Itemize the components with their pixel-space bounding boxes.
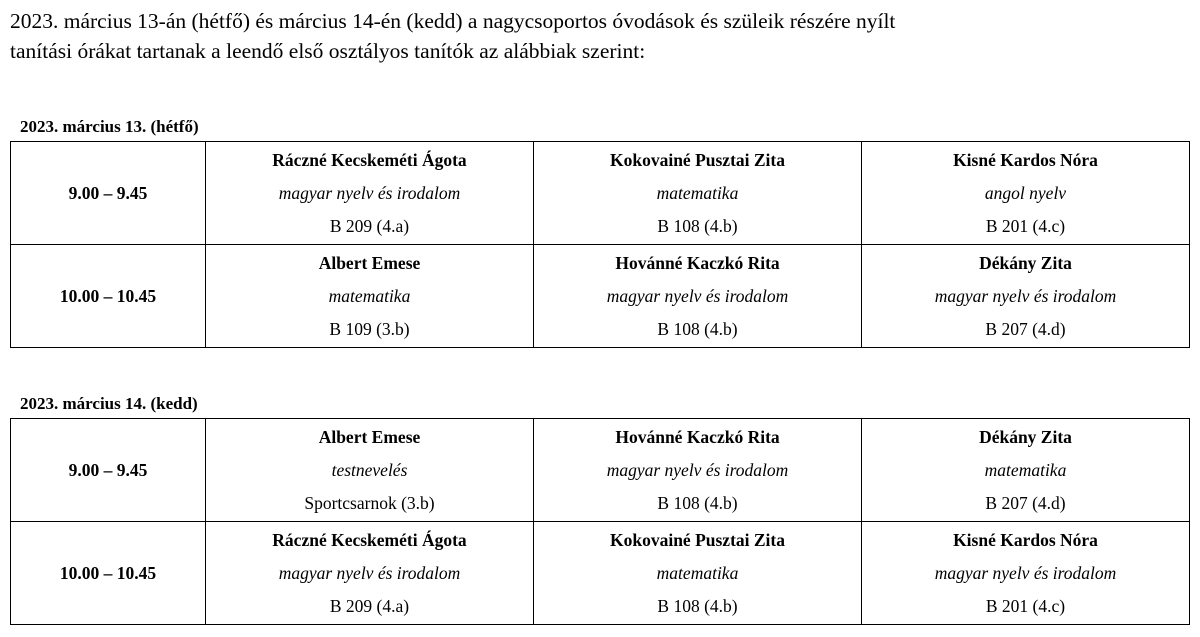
- teacher-name: Dékány Zita: [979, 426, 1072, 447]
- subject-name: matematika: [656, 562, 739, 583]
- subject-name: matematika: [984, 459, 1067, 480]
- subject-name: angol nyelv: [984, 182, 1067, 203]
- session-cell: [534, 419, 862, 522]
- room-label: B 207 (4.d): [985, 492, 1066, 513]
- intro-line: tanítási órákat tartanak a leendő első osztályos tanítók az alábbiak szerint:: [10, 39, 646, 63]
- schedule-row: [11, 142, 1190, 245]
- teacher-name: Hovánné Kaczkó Rita: [615, 252, 780, 273]
- room-label: B 201 (4.c): [985, 215, 1066, 236]
- session-cell: [534, 142, 862, 245]
- subject-name: magyar nyelv és irodalom: [934, 285, 1117, 306]
- schedule-row: [11, 419, 1190, 522]
- room-label: Sportcsarnok (3.b): [304, 492, 435, 513]
- day-heading-tuesday: 2023. március 14. (kedd): [20, 394, 198, 413]
- subject-name: magyar nyelv és irodalom: [934, 562, 1117, 583]
- time-slot: 9.00 – 9.45: [11, 142, 206, 245]
- schedule-table-monday: [10, 141, 1190, 348]
- teacher-name: Ráczné Kecskeméti Ágota: [272, 149, 467, 170]
- session-cell: [206, 142, 534, 245]
- schedule-table-tuesday: [10, 418, 1190, 625]
- room-label: B 209 (4.a): [329, 595, 410, 616]
- session-cell: [206, 419, 534, 522]
- session-cell: [534, 245, 862, 348]
- subject-name: matematika: [656, 182, 739, 203]
- subject-name: testnevelés: [331, 459, 408, 480]
- teacher-name: Ráczné Kecskeméti Ágota: [272, 529, 467, 550]
- room-label: B 108 (4.b): [657, 492, 738, 513]
- subject-name: matematika: [328, 285, 411, 306]
- session-cell: [862, 419, 1190, 522]
- room-label: B 108 (4.b): [657, 215, 738, 236]
- day-heading-monday: 2023. március 13. (hétfő): [20, 117, 199, 136]
- session-cell: [206, 522, 534, 625]
- room-label: B 108 (4.b): [657, 595, 738, 616]
- room-label: B 109 (3.b): [329, 318, 410, 339]
- room-label: B 207 (4.d): [985, 318, 1066, 339]
- intro-paragraph: [10, 6, 1190, 66]
- subject-name: magyar nyelv és irodalom: [278, 562, 461, 583]
- room-label: B 201 (4.c): [985, 595, 1066, 616]
- teacher-name: Dékány Zita: [979, 252, 1072, 273]
- intro-line: 2023. március 13-án (hétfő) és március 14-én (kedd) a nagycsoportos óvodások és szüleik részére nyílt: [10, 9, 896, 33]
- schedule-row: [11, 522, 1190, 625]
- session-cell: [862, 142, 1190, 245]
- time-slot: 10.00 – 10.45: [11, 522, 206, 625]
- room-label: B 108 (4.b): [657, 318, 738, 339]
- subject-name: magyar nyelv és irodalom: [606, 285, 789, 306]
- teacher-name: Kokovainé Pusztai Zita: [609, 529, 785, 550]
- session-cell: [862, 245, 1190, 348]
- teacher-name: Albert Emese: [318, 426, 421, 447]
- subject-name: magyar nyelv és irodalom: [278, 182, 461, 203]
- session-cell: [534, 522, 862, 625]
- time-slot: 10.00 – 10.45: [11, 245, 206, 348]
- session-cell: [862, 522, 1190, 625]
- teacher-name: Kisné Kardos Nóra: [953, 529, 1098, 550]
- schedule-row: [11, 245, 1190, 348]
- subject-name: magyar nyelv és irodalom: [606, 459, 789, 480]
- room-label: B 209 (4.a): [329, 215, 410, 236]
- session-cell: [206, 245, 534, 348]
- time-slot: 9.00 – 9.45: [11, 419, 206, 522]
- teacher-name: Kisné Kardos Nóra: [953, 149, 1098, 170]
- teacher-name: Albert Emese: [318, 252, 421, 273]
- teacher-name: Kokovainé Pusztai Zita: [609, 149, 785, 170]
- teacher-name: Hovánné Kaczkó Rita: [615, 426, 780, 447]
